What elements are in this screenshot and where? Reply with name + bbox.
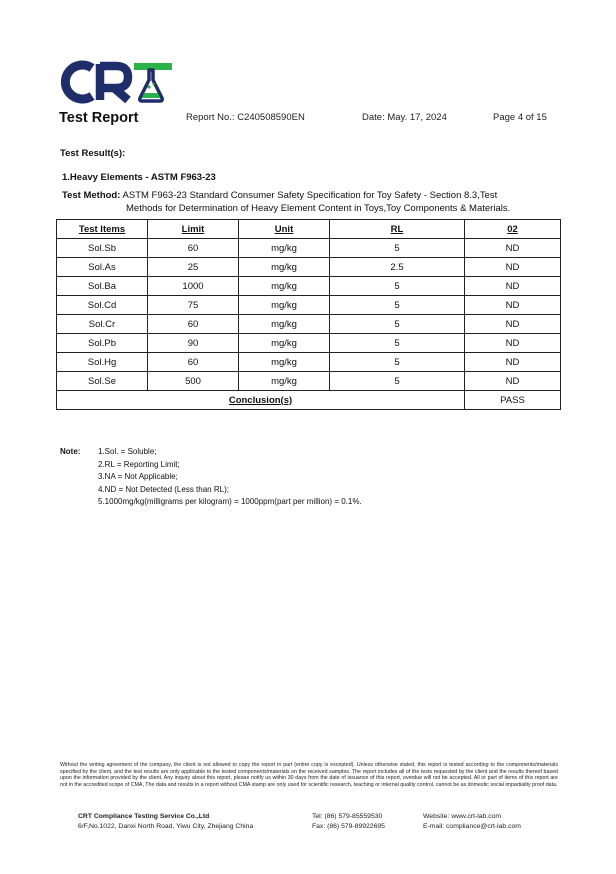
cell-limit: 500 xyxy=(148,372,239,391)
page-number: Page 4 of 15 xyxy=(493,112,547,123)
table-row xyxy=(57,334,561,353)
note-line: 1.Sol. = Soluble; xyxy=(98,447,157,456)
test-method-line1: ASTM F963-23 Standard Consumer Safety Specification for Toy Safety - Section 8.3,Test xyxy=(122,190,498,201)
cell-limit: 25 xyxy=(148,258,239,277)
report-date: Date: May. 17, 2024 xyxy=(362,112,447,123)
cell-unit: mg/kg xyxy=(239,334,330,353)
cell-unit: mg/kg xyxy=(239,315,330,334)
cell-limit: 60 xyxy=(148,315,239,334)
report-number: Report No.: C240508590EN xyxy=(186,112,305,123)
cell-rl: 5 xyxy=(330,277,465,296)
cell-result: ND xyxy=(465,296,561,315)
header-rl: RL xyxy=(330,220,465,239)
header-unit: Unit xyxy=(239,220,330,239)
table-header-row xyxy=(57,220,561,239)
footer-tel: Tel: (86) 579-85559530 xyxy=(312,813,383,820)
cell-item: Sol.Ba xyxy=(57,277,148,296)
footer-fax: Fax: (86) 579-89922695 xyxy=(312,823,385,830)
note-line: 4.ND = Not Detected (Less than RL); xyxy=(98,484,229,494)
test-results-heading: Test Result(s): xyxy=(60,148,126,159)
cell-result: ND xyxy=(465,315,561,334)
cell-limit: 1000 xyxy=(148,277,239,296)
cell-limit: 60 xyxy=(148,353,239,372)
conclusion-row xyxy=(57,391,561,410)
cell-rl: 2.5 xyxy=(330,258,465,277)
cell-result: ND xyxy=(465,277,561,296)
cell-unit: mg/kg xyxy=(239,239,330,258)
report-title: Test Report xyxy=(59,110,139,126)
cell-rl: 5 xyxy=(330,315,465,334)
results-table xyxy=(56,219,561,410)
cell-limit: 75 xyxy=(148,296,239,315)
table-row xyxy=(57,239,561,258)
table-row xyxy=(57,315,561,334)
cell-item: Sol.Cd xyxy=(57,296,148,315)
note-line: 5.1000mg/kg(milligrams per kilogram) = 1000ppm(part per million) = 0.1%. xyxy=(98,497,362,506)
footer-email: E-mail: compliance@crt-lab.com xyxy=(423,823,521,830)
cell-item: Sol.Sb xyxy=(57,239,148,258)
cell-item: Sol.Pb xyxy=(57,334,148,353)
table-row xyxy=(57,372,561,391)
cell-rl: 5 xyxy=(330,239,465,258)
cell-result: ND xyxy=(465,258,561,277)
cell-rl: 5 xyxy=(330,296,465,315)
conclusion-value: PASS xyxy=(465,391,561,410)
cell-item: Sol.Se xyxy=(57,372,148,391)
header-test-items: Test Items xyxy=(57,220,148,239)
cell-unit: mg/kg xyxy=(239,258,330,277)
footer-contact-block xyxy=(312,812,385,832)
table-row xyxy=(57,296,561,315)
note-line: 3.NA = Not Applicable; xyxy=(98,472,178,481)
note-line: 2.RL = Reporting Limit; xyxy=(98,459,180,469)
cell-rl: 5 xyxy=(330,334,465,353)
footer-company: CRT Compliance Testing Service Co.,Ltd xyxy=(78,813,210,820)
table-row xyxy=(57,258,561,277)
cell-result: ND xyxy=(465,239,561,258)
cell-limit: 90 xyxy=(148,334,239,353)
cell-item: Sol.As xyxy=(57,258,148,277)
cell-result: ND xyxy=(465,334,561,353)
cell-result: ND xyxy=(465,353,561,372)
company-logo xyxy=(56,60,174,104)
cell-rl: 5 xyxy=(330,372,465,391)
table-row xyxy=(57,277,561,296)
table-row xyxy=(57,353,561,372)
cell-unit: mg/kg xyxy=(239,296,330,315)
test-method-line2: Methods for Determination of Heavy Element Content in Toys,Toy Components & Materials. xyxy=(126,203,511,214)
footer-web-block xyxy=(423,812,521,832)
header-limit: Limit xyxy=(148,220,239,239)
test-method-label: Test Method: xyxy=(62,190,121,201)
cell-limit: 60 xyxy=(148,239,239,258)
footer-company-block xyxy=(78,812,253,832)
report-header xyxy=(59,110,559,128)
footer-website: Website: www.crt-lab.com xyxy=(423,813,502,820)
cell-item: Sol.Cr xyxy=(57,315,148,334)
cell-item: Sol.Hg xyxy=(57,353,148,372)
header-sample-02: 02 xyxy=(465,220,561,239)
cell-rl: 5 xyxy=(330,353,465,372)
section-title: 1.Heavy Elements - ASTM F963-23 xyxy=(62,172,216,183)
disclaimer: Without the writing agreement of the company, the client is not allowed to copy the report in part (entire copy is excepted). Unless otherwise stated, this report is tested according to the components/materials specified by the client, and the test results are only applicable to the tested components/materials on the received samples. The report includes all of the tests requested by the client and the results thereof based upon the information provided by the client. Any inquiry about this report, please notify us within 30 days from the date of issuance of this report, overdue will not be accepted. All or part of items of this report are not in the accredited scope of CMA, The data and results in a report without CMA stamp are only used for scientific research, teaching or internal quality control, cannot be as domestic social impartiality proof data. xyxy=(60,762,558,788)
notes-label: Note: xyxy=(60,447,81,456)
cell-unit: mg/kg xyxy=(239,277,330,296)
test-method xyxy=(62,189,562,215)
cell-unit: mg/kg xyxy=(239,372,330,391)
cell-unit: mg/kg xyxy=(239,353,330,372)
conclusion-label: Conclusion(s) xyxy=(228,394,293,406)
cell-result: ND xyxy=(465,372,561,391)
footer-address: 6/F,No.1022, Danxi North Road, Yiwu City, Zhejiang China xyxy=(78,823,254,830)
